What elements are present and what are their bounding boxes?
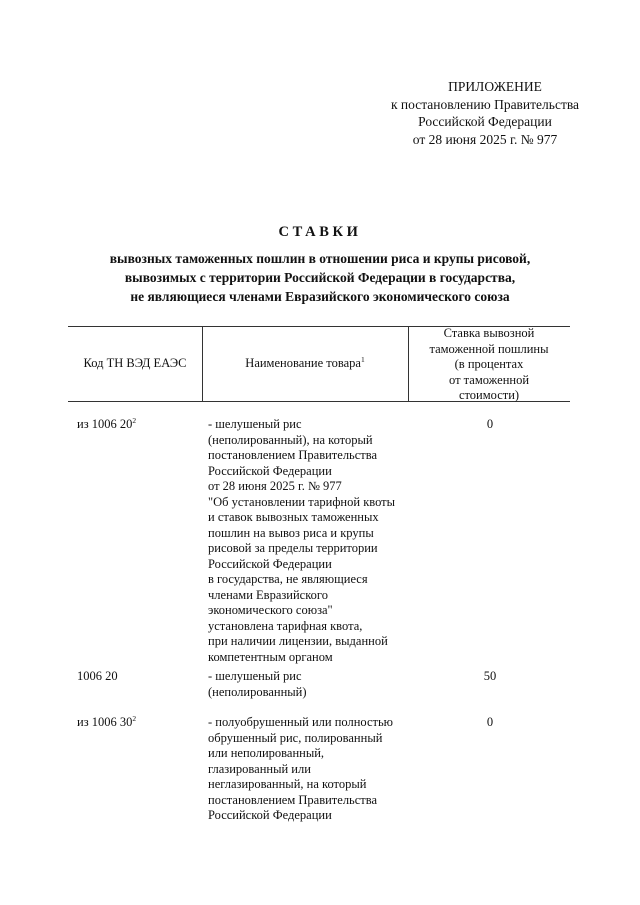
row-name-line: Российской Федерации xyxy=(208,463,332,478)
row-name-line: - полуобрушенный или полностью xyxy=(208,715,394,729)
header-rate xyxy=(408,326,570,404)
row-code xyxy=(77,417,136,433)
appendix-line: от 28 июня 2025 г. № 977 xyxy=(412,131,558,147)
row-name-line: членами Евразийского xyxy=(208,587,328,602)
appendix-line: к постановлению Правительства xyxy=(390,96,580,112)
header-rate-line: Ставка вывозной xyxy=(443,326,535,340)
row-name-line: (неполированный) xyxy=(208,684,307,699)
appendix-line: Российской Федерации xyxy=(418,114,552,129)
row-code-text: из 1006 30 xyxy=(77,715,133,729)
header-rate-line: стоимости) xyxy=(458,388,520,402)
appendix-block xyxy=(320,78,640,148)
row-name xyxy=(208,715,393,824)
row-name-line: Российской Федерации xyxy=(208,808,332,822)
row-name-line: от 28 июня 2025 г. № 977 xyxy=(208,479,342,493)
document-title: СТАВКИ xyxy=(278,224,362,240)
header-code xyxy=(68,356,202,372)
row-rate: 0 xyxy=(486,417,494,431)
row-name-line: постановлением Правительства xyxy=(208,792,378,807)
row-code-text: 1006 20 xyxy=(77,669,118,683)
footnote-marker: 1 xyxy=(360,354,365,364)
footnote-marker: 2 xyxy=(132,713,137,723)
header-name xyxy=(202,356,408,372)
row-name-line: компетентным органом xyxy=(208,649,333,664)
row-name-line: рисовой за пределы территории xyxy=(208,541,378,555)
row-name-line: (неполированный), на который xyxy=(208,432,373,447)
row-name-line: - шелушеный рис xyxy=(208,669,302,683)
row-name-line: установлена тарифная квота, xyxy=(208,618,363,633)
row-name-line: глазированный или xyxy=(208,761,311,776)
row-name-line: неглазированный, на который xyxy=(208,777,367,791)
row-code xyxy=(77,669,118,685)
subtitle-line: вывозимых с территории Российской Федерации в государства, xyxy=(124,270,516,285)
row-name-line: экономического союза" xyxy=(208,603,333,617)
row-code-text: из 1006 20 xyxy=(77,417,133,431)
row-name-line: Российской Федерации xyxy=(208,556,332,571)
header-rate-line: от таможенной xyxy=(448,372,530,387)
subtitle-line: вывозных таможенных пошлин в отношении риса и крупы рисовой, xyxy=(109,251,531,266)
row-rate: 0 xyxy=(486,715,494,729)
row-name xyxy=(208,669,307,700)
appendix-heading: ПРИЛОЖЕНИЕ xyxy=(448,79,542,94)
header-rate-line: таможенной пошлины xyxy=(429,341,549,356)
row-name-line: постановлением Правительства xyxy=(208,448,378,462)
footnote-marker: 2 xyxy=(132,415,137,425)
row-name-line: пошлин на вывоз риса и крупы xyxy=(208,525,374,540)
row-name-line: и ставок вывозных таможенных xyxy=(208,510,379,524)
header-rate-line: (в процентах xyxy=(454,357,524,371)
document-subtitle xyxy=(60,249,580,306)
row-name-line: в государства, не являющиеся xyxy=(208,572,368,586)
row-name-line: "Об установлении тарифной квоты xyxy=(208,494,396,509)
row-name-line: или неполированный, xyxy=(208,746,325,760)
row-name-line: - шелушеный рис xyxy=(208,417,302,431)
header-code-label: Код ТН ВЭД ЕАЭС xyxy=(83,356,187,370)
row-rate: 50 xyxy=(483,669,497,683)
subtitle-line: не являющиеся членами Евразийского экономического союза xyxy=(130,289,510,304)
row-code xyxy=(77,715,136,731)
row-name-line: при наличии лицензии, выданной xyxy=(208,634,388,648)
row-name xyxy=(208,417,395,665)
header-name-label: Наименование товара xyxy=(245,356,361,370)
row-name-line: обрушенный рис, полированный xyxy=(208,730,383,745)
